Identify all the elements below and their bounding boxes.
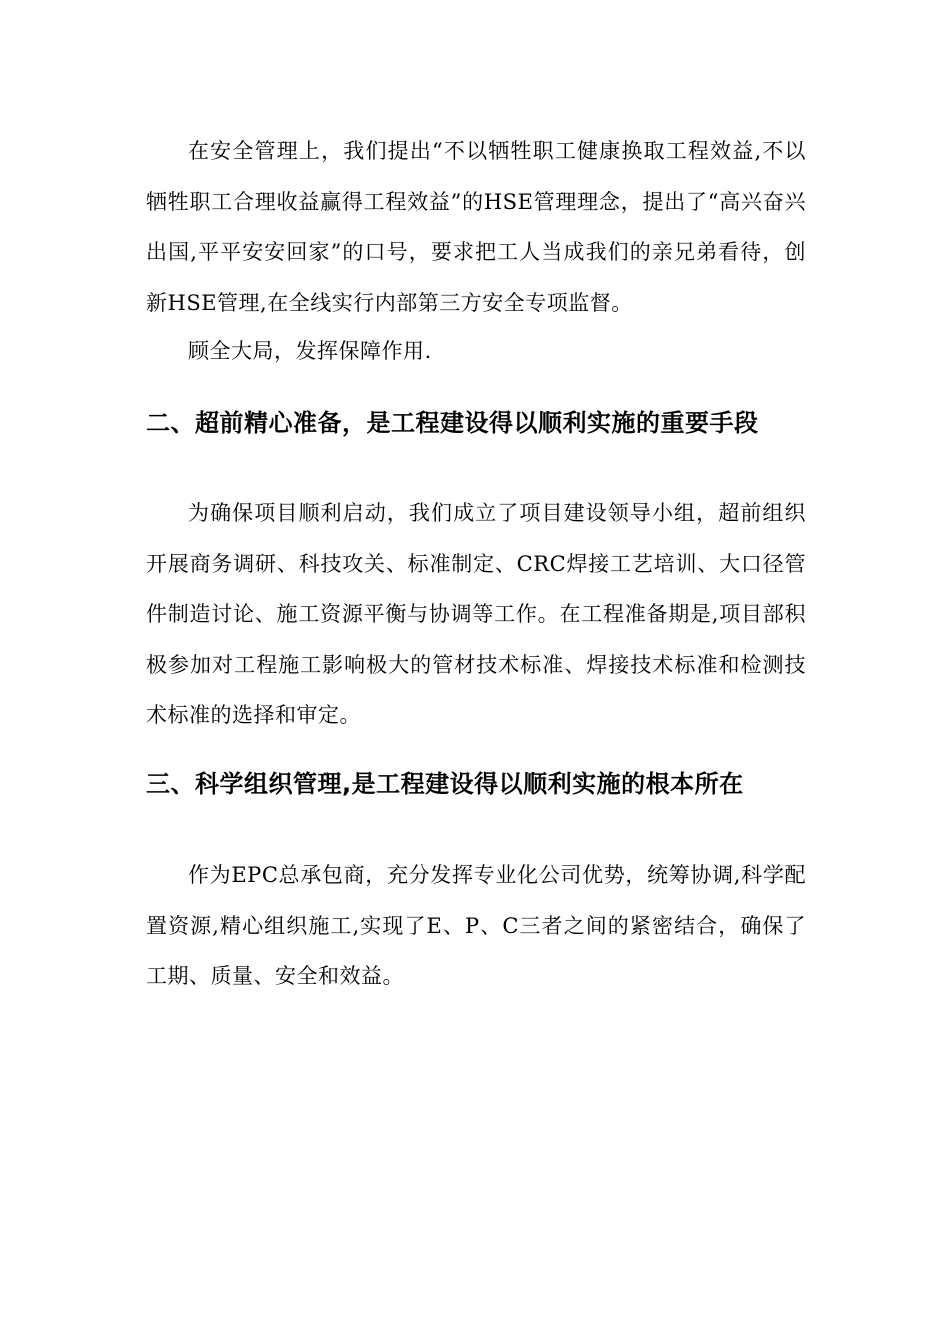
paragraph-safety-management: 在安全管理上，我们提出“不以牺牲职工健康换取工程效益,不以牺牲职工合理收益赢得工程效益”的HSE管理理念，提出了“高兴奋兴出国,平平安安回家”的口号，要求把工人当成我们的亲兄弟看待，创新HSE管理,在全线实行内部第三方安全专项监督。	[146, 139, 806, 315]
paragraph-project-startup: 为确保项目顺利启动，我们成立了项目建设领导小组，超前组织开展商务调研、科技攻关、标准制定、CRC焊接工艺培训、大口径管件制造讨论、施工资源平衡与协调等工作。在工程准备期是,项目部积极参加对工程施工影响极大的管材技术标准、焊接技术标准和检测技术标准的选择和审定。	[146, 501, 806, 727]
paragraph-overall-situation: 顾全大局，发挥保障作用.	[188, 339, 432, 363]
paragraph-epc-contractor: 作为EPC总承包商，充分发挥专业化公司优势，统筹协调,科学配置资源,精心组织施工,实现了E、P、C三者之间的紧密结合，确保了工期、质量、安全和效益。	[146, 863, 806, 988]
section-heading-preparation: 二、超前精心准备，是工程建设得以顺利实施的重要手段	[146, 409, 759, 437]
section-heading-organization: 三、科学组织管理,是工程建设得以顺利实施的根本所在	[146, 770, 744, 798]
